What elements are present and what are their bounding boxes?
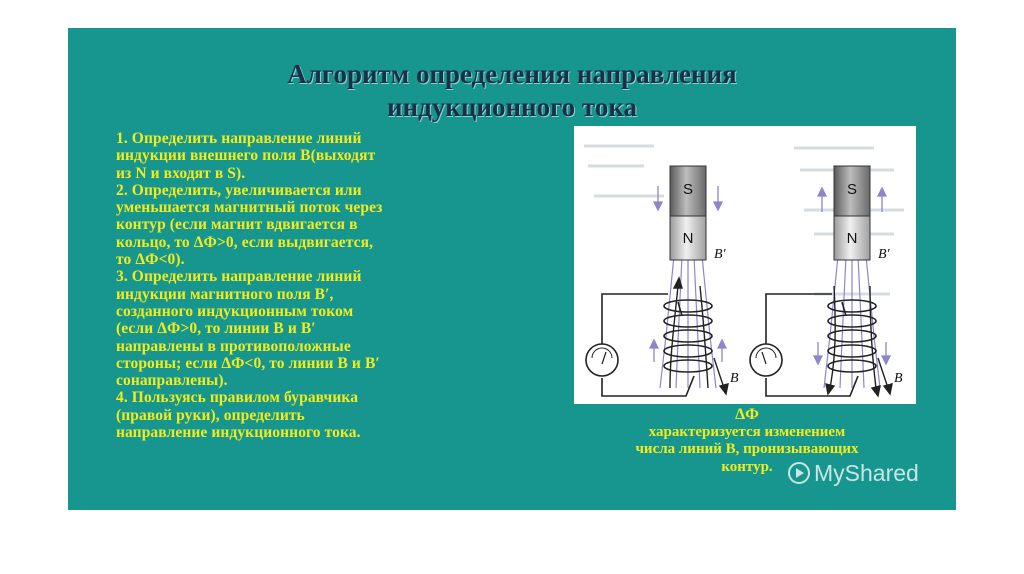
right-pole-s: S [846,181,858,198]
left-label-b: B [730,371,739,386]
myshared-logo-icon [788,462,810,484]
caption-line: контур. [721,458,773,475]
left-galvanometer [586,344,618,376]
step-line: 3. Определить направление линий [116,268,362,286]
step-line: контур (если магнит вдвигается в [116,216,358,234]
watermark [788,460,919,487]
step-line: стороны; если ΔФ<0, то линии B и B′ [116,354,380,372]
left-label-b-prime: B′ [714,247,726,262]
step-line: 1. Определить направление линий [116,130,362,147]
left-pole-s: S [682,181,694,198]
step-line: индукции магнитного поля B′, [116,285,334,303]
title-line: индукционного тока [387,92,637,122]
right-label-b: B [894,371,903,386]
step-line: направление индукционного тока. [116,424,361,442]
caption-line: характеризуется изменением [648,423,846,440]
algorithm-steps [116,130,536,441]
left-b-arrow [714,358,728,394]
watermark-text: MyShared [814,460,919,486]
right-galvanometer [750,344,782,376]
step-line: индукции внешнего поля B(выходят [116,147,376,165]
right-pole-n: N [846,230,858,247]
left-setup [586,166,739,396]
step-line: 4. Пользуясь правилом буравчика [116,389,359,407]
step-line: 2. Определить, увеличивается или [116,181,362,199]
right-setup [750,166,903,396]
left-field-lines [660,256,716,388]
right-label-b-prime: B′ [878,247,890,262]
step-line: созданного индукционным током [116,302,354,320]
step-line: направлены в противоположные [116,337,351,355]
slide-title [68,58,956,124]
step-line: (правой руки), определить [116,406,305,424]
caption-line: числа линий B, пронизывающих [635,441,859,457]
slide [68,28,956,510]
induction-diagram [574,126,916,404]
step-line: сонаправлены). [116,372,228,390]
induction-figure [574,126,916,404]
step-line: уменьшается магнитный поток через [116,199,383,217]
step-line: (если ΔФ>0, то линии B и B′ [116,320,316,338]
caption-delta: ΔФ [735,406,759,423]
title-line: Алгоритм определения направления [287,59,737,89]
step-line: из N и входят в S). [116,164,246,182]
left-pole-n: N [682,230,694,247]
step-line: то ΔФ<0). [116,251,185,269]
step-line: кольцо, то ΔФ>0, если выдвигается, [116,233,374,251]
